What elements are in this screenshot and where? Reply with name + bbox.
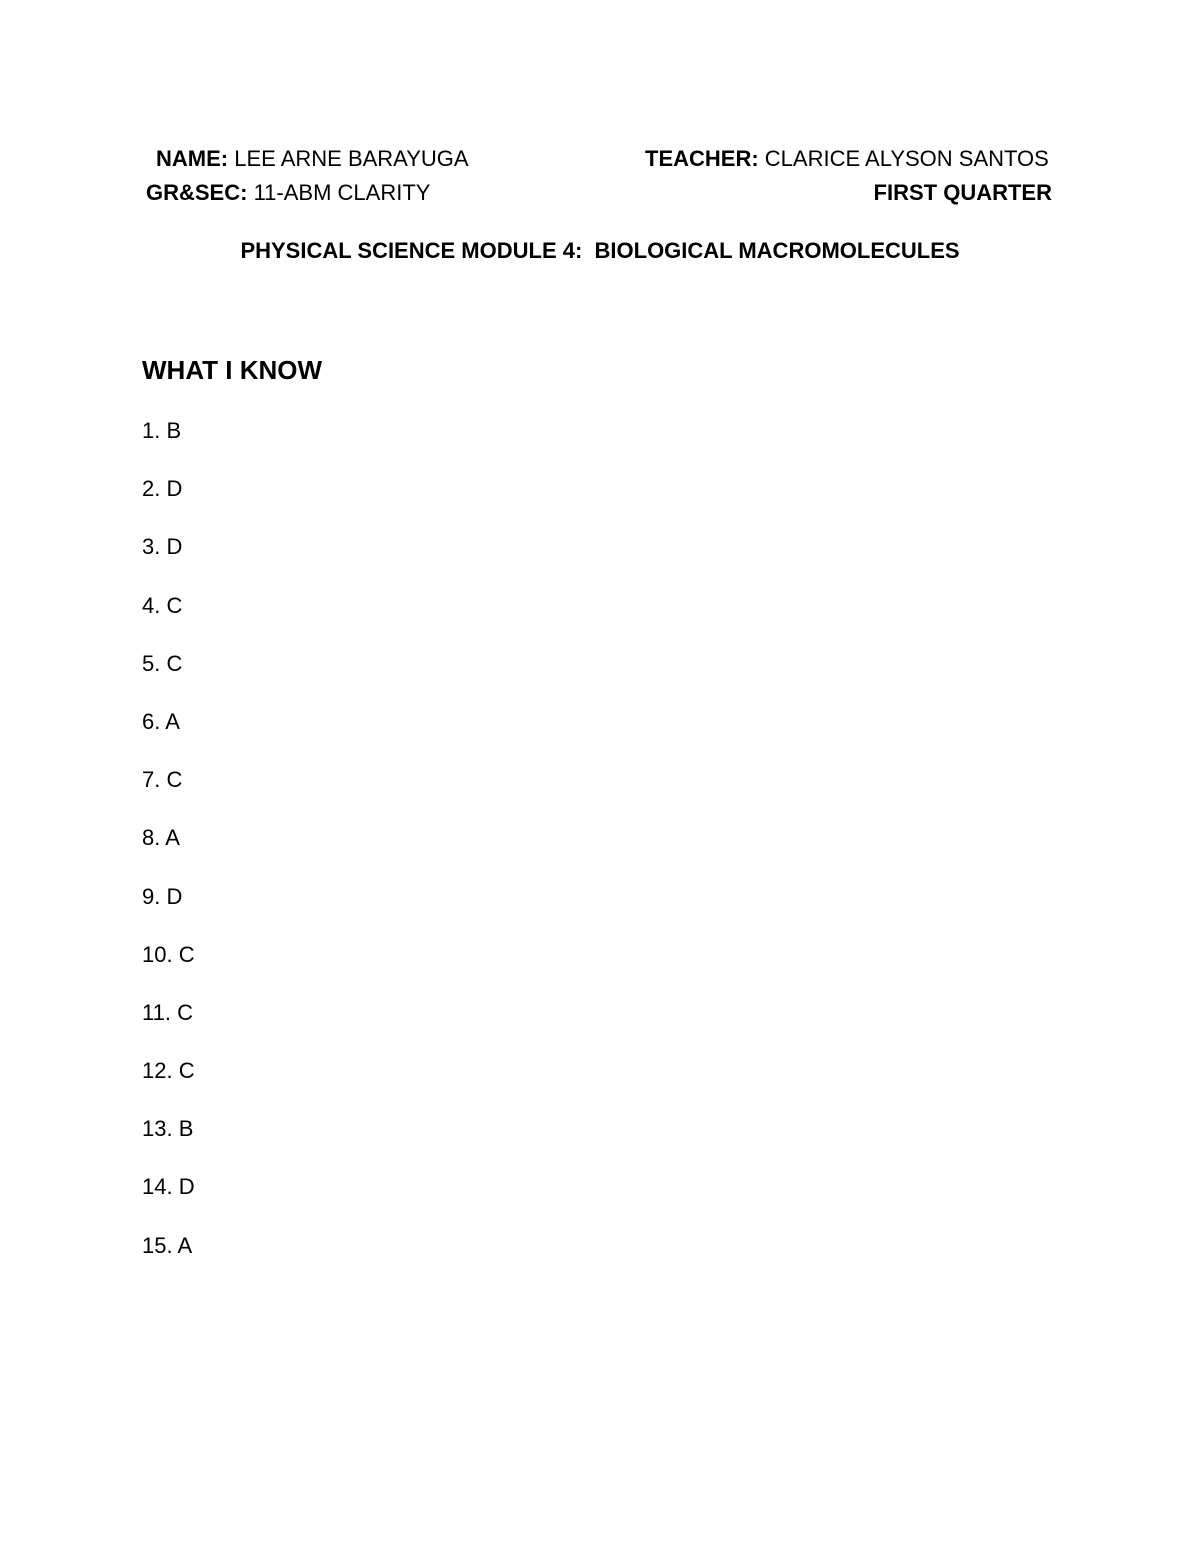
list-item: 7. C bbox=[142, 767, 183, 793]
list-item: 6. A bbox=[142, 708, 180, 734]
list-item: 5. C bbox=[142, 650, 183, 676]
name-value: LEE ARNE BARAYUGA bbox=[228, 146, 469, 171]
list-item: 14. D bbox=[142, 1174, 195, 1200]
list-item: 10. C bbox=[142, 941, 195, 967]
teacher-label: TEACHER: bbox=[645, 146, 759, 171]
teacher-name bbox=[645, 145, 1049, 173]
answer-list bbox=[142, 417, 195, 1290]
list-item: 3. D bbox=[142, 534, 183, 560]
list-item: 8. A bbox=[142, 825, 180, 851]
list-item: 12. C bbox=[142, 1058, 195, 1084]
teacher-value: CLARICE ALYSON SANTOS bbox=[758, 146, 1049, 171]
quarter-label: FIRST QUARTER bbox=[873, 180, 1052, 205]
list-item: 15. A bbox=[142, 1232, 193, 1258]
grade-section bbox=[146, 179, 430, 207]
grsec-label: GR&SEC: bbox=[146, 180, 248, 205]
module-title: PHYSICAL SCIENCE MODULE 4: BIOLOGICAL MACROMOLECULES bbox=[240, 238, 960, 263]
list-item: 1. B bbox=[142, 418, 182, 443]
list-item: 9. D bbox=[142, 883, 183, 909]
list-item: 11. C bbox=[142, 999, 193, 1025]
list-item: 4. C bbox=[142, 592, 183, 618]
list-item: 2. D bbox=[142, 476, 183, 502]
section-heading: WHAT I KNOW bbox=[142, 355, 323, 385]
grsec-value: 11-ABM CLARITY bbox=[247, 180, 431, 205]
student-name bbox=[156, 145, 469, 173]
list-item: 13. B bbox=[142, 1116, 194, 1142]
name-label: NAME: bbox=[156, 146, 229, 171]
